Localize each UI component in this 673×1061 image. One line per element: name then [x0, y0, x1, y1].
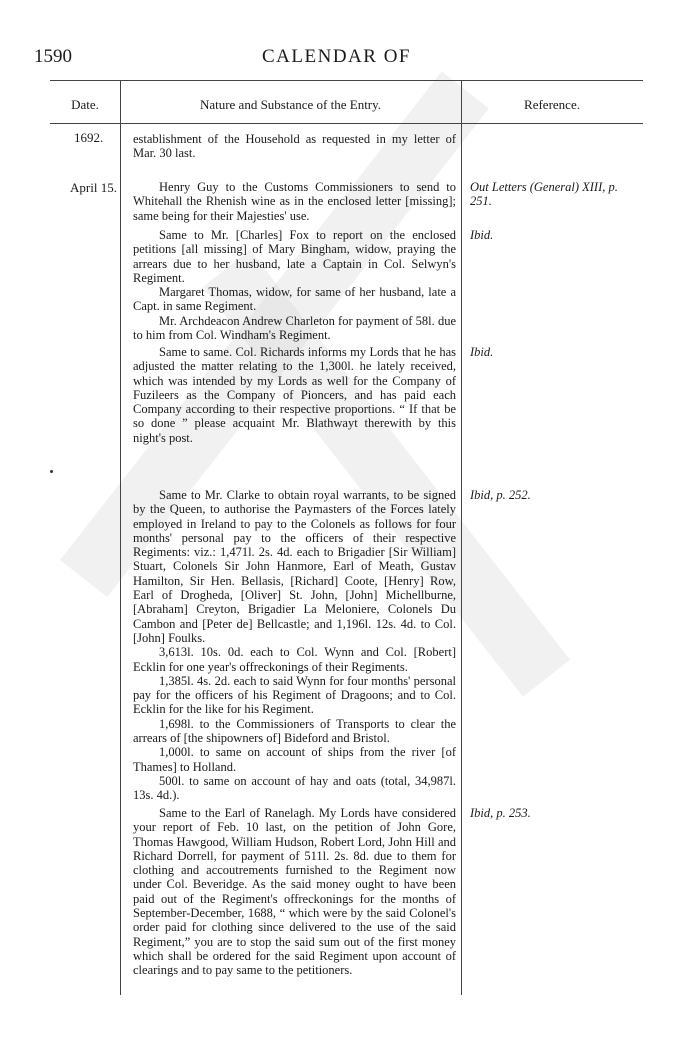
entry-paragraph: Margaret Thomas, widow, for same of her husband, late a Capt. in same Regiment. [133, 285, 456, 314]
column-header-date: Date. [71, 97, 99, 112]
entry-paragraph: Henry Guy to the Customs Commissioners to send to Whitehall the Rhenish wine as in the enclosed letter [missing]; same being for their Majesties' use. [133, 180, 456, 223]
entry-text [133, 806, 456, 978]
entry-reference: Ibid, p. 253. [470, 806, 531, 820]
entry-paragraph: Same to same. Col. Richards informs my Lords that he has adjusted the matter relating to the 1,300l. he lately received, which was intended by my Lords as well for the Company of Fuzileers as the Company of Pioncers, and has paid each Company according to their respective proportions. “ If that be so done ” please acquaint Mr. Blathwayt therewith by this night's post. [133, 345, 456, 445]
entry-text [133, 488, 456, 803]
entry-text [133, 180, 456, 223]
entry-paragraph: 1,385l. 4s. 2d. each to said Wynn for four months' personal pay for the officers of his Regiment of Dragoons; and to Col. Ecklin for the like for his Regiment. [133, 673, 456, 717]
entry-paragraph: establishment of the Household as requested in my letter of Mar. 30 last. [133, 132, 456, 161]
entry-paragraph: Mr. Archdeacon Andrew Charleton for payment of 58l. due to him from Col. Windham's Regiment. [133, 313, 456, 343]
entry-paragraph: 1,698l. to the Commissioners of Transports to clear the arrears of [the shipowners of] Bideford and Bristol. [133, 716, 456, 746]
entry-text [133, 345, 456, 445]
header-bottom-rule [50, 123, 643, 124]
entry-paragraph: 500l. to same on account of hay and oats (total, 34,987l. 13s. 4d.). [133, 773, 456, 803]
year-label: 1692. [74, 130, 104, 145]
page-title: CALENDAR OF [262, 46, 411, 67]
entry-paragraph: Same to Mr. Clarke to obtain royal warrants, to be signed by the Queen, to authorise the Paymasters of the Forces lately employed in Ireland to pay to the Colonels as follows for four months' personal pay to the officers of their respective Regiments: viz.: 1,471l. 2s. 4d. each to Brigadier [Sir William] Stuart, Colonels Sir John Hanmore, Earl of Meath, Gustav Hamilton, Sir Hen. Bellasis, [Richard] Coote, [Henry] Row, Earl of Drogheda, [Oliver] St. John, [John] Michellburne, [Abraham] Creyton, Brigadier La Meloniere, Colonels Du Cambon and [Peter de] Bellcastle; and 1,196l. 12s. 4d. to Col. [John] Foulks. [133, 488, 456, 645]
column-divider [461, 80, 462, 995]
page-number: 1590 [34, 46, 72, 67]
entry-paragraph: Same to Mr. [Charles] Fox to report on the enclosed petitions [all missing] of Mary Bingham, widow, praying the arrears due to her husband, late a Captain in Col. Selwyn's Regiment. [133, 228, 456, 285]
entry-text [133, 132, 456, 161]
entry-paragraph: 1,000l. to same on account of ships from the river [of Thames] to Holland. [133, 745, 456, 774]
ink-speck [50, 470, 53, 473]
entry-date: April 15. [70, 180, 117, 195]
column-header-reference: Reference. [524, 97, 580, 112]
entry-paragraph: 3,613l. 10s. 0d. each to Col. Wynn and Col. [Robert] Ecklin for one year's offreckonings of their Regiments. [133, 645, 456, 674]
column-divider [120, 80, 121, 995]
entry-paragraph: Same to the Earl of Ranelagh. My Lords have considered your report of Feb. 10 last, on the petition of John Gore, Thomas Hawgood, William Hudson, Robert Lord, John Hill and Richard Dorrell, for payment of 511l. 2s. 8d. due to them for clothing and accoutrements furnished to the Regiment now under Col. Beveridge. As the said money ought to have been paid out of the Regiment's offreckonings for the months of September-December, 1688, “ which were by the said Colonel's order paid for clothing since delivered to the use of the said Regiment,” you are to stop the said sum out of the first money which shall be ordered for the said Regiment upon account of clearings and to pay same to the petitioners. [133, 806, 456, 978]
table-top-rule [50, 80, 643, 81]
entry-text [133, 228, 456, 342]
entry-reference: Ibid, p. 252. [470, 488, 531, 502]
entry-reference: Ibid. [470, 228, 494, 242]
entry-reference: Out Letters (General) XIII, p. 251. [470, 180, 618, 209]
entry-reference: Ibid. [470, 345, 494, 359]
column-header-nature: Nature and Substance of the Entry. [199, 97, 382, 112]
